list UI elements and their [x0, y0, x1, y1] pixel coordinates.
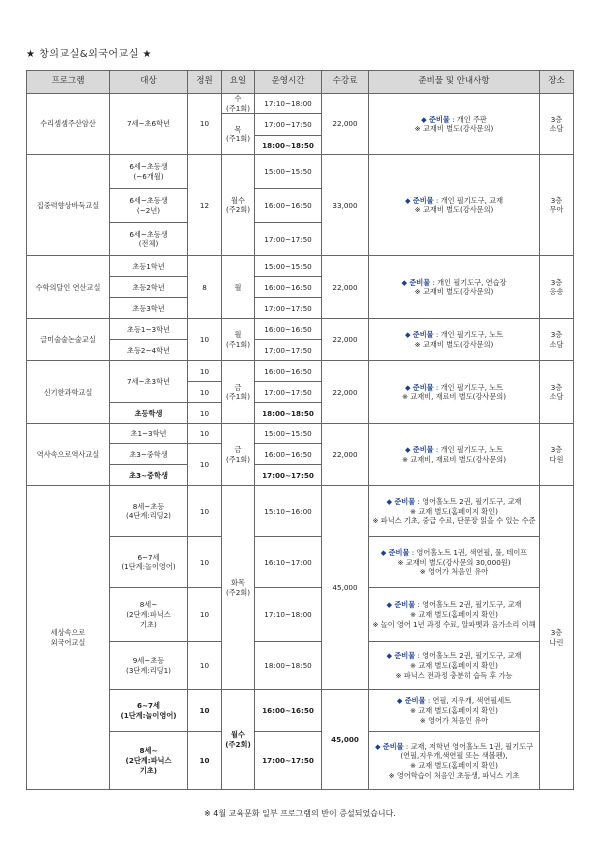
day: 월 [222, 256, 255, 319]
target: 초3~중학생 [110, 465, 188, 486]
capacity: 12 [188, 155, 222, 256]
day: 금 (주1회) [222, 424, 255, 486]
diamond-icon: ◆ [396, 696, 405, 706]
capacity: 10 [188, 588, 222, 642]
time: 16:00~16:50 [255, 361, 322, 382]
time: 15:10~16:00 [255, 486, 322, 537]
target: 초등1~3학년 [110, 319, 188, 340]
prep-info: ◆ 준비물 : 영어홀노트 2권, 필기도구, 교재 ※ 교재 별도(홈페이지 확인) ※ 놀이 영어 1년 과정 수료, 알파벳과 음가소리 이해 [369, 588, 540, 642]
fee: 45,000 [322, 690, 369, 790]
time: 17:10~18:00 [255, 588, 322, 642]
diamond-icon: ◆ [374, 741, 383, 751]
prep-info: ◆ 준비물 : 영어홀노트 2권, 필기도구, 교재 ※ 교재 별도(홈페이지 확인) ※ 파닉스 전과정 충분히 습득 후 가능 [369, 642, 540, 690]
table-row [27, 486, 574, 537]
time: 16:00~16:50 [255, 444, 322, 465]
target: 6세~초등생 (~6개월) [110, 155, 188, 189]
time: 17:00~17:50 [255, 465, 322, 486]
time: 18:00~18:50 [255, 642, 322, 690]
prep-info: ◆ 준비물 : 영어홀노트 1권, 색연필, 풀, 테이프 ※ 교재비 별도(강사문의 30,000원) ※ 영어가 처음인 유아 [369, 537, 540, 588]
target: 초3~중학생 [110, 444, 188, 465]
fee: 33,000 [322, 155, 369, 256]
day: 월 (주1회) [222, 319, 255, 361]
header-place: 장소 [540, 71, 574, 94]
target: 초등3학년 [110, 298, 188, 319]
header-prep: 준비물 및 안내사항 [369, 71, 540, 94]
diamond-icon: ◆ [421, 114, 429, 124]
time: 16:00~16:50 [255, 319, 322, 340]
prep-info: ◆ 준비물 : 교재, 저학년 영어홀노트 1권, 필기도구(연필,지우개,색연필 또는 색볼펜), ※ 교재 별도(홈페이지 확인) ※ 영어학습이 처음인 초등생, 파닉스 기초 [369, 732, 540, 790]
place: 3층 나린 [540, 486, 574, 790]
diamond-icon: ◆ [386, 651, 395, 661]
target: 초등1학년 [110, 256, 188, 277]
fee: 22,000 [322, 94, 369, 155]
target: 7세~초3학년 [110, 361, 188, 403]
time: 17:00~17:50 [255, 732, 322, 790]
capacity: 10 [188, 642, 222, 690]
target: 6~7세 (1단계:놀이영어) [110, 690, 188, 732]
header-capacity: 정원 [188, 71, 222, 94]
target: 초1~3학년 [110, 424, 188, 444]
table-row [27, 690, 574, 732]
day: 화목 (주2회) [222, 486, 255, 690]
fee: 22,000 [322, 319, 369, 361]
capacity: 10 [188, 732, 222, 790]
target: 6세~초등생 (~2년) [110, 189, 188, 223]
table-row [27, 94, 574, 114]
time: 15:00~15:50 [255, 256, 322, 277]
page-title: ★ 창의교실&외국어교실 ★ [26, 49, 153, 60]
table-row [27, 537, 574, 588]
diamond-icon: ◆ [404, 195, 413, 205]
program-name: 세상속으로 외국어교실 [27, 486, 110, 790]
footer-note: ※ 4월 교육문화 일부 프로그램의 반이 증설되었습니다. [204, 809, 396, 818]
schedule-table [26, 70, 574, 790]
diamond-icon: ◆ [380, 547, 389, 557]
program-name: 집중력향상바둑교실 [27, 155, 110, 256]
header-fee: 수강료 [322, 71, 369, 94]
program-name: 글미술술논술교실 [27, 319, 110, 361]
capacity: 10 [188, 424, 222, 444]
table-row [27, 319, 574, 340]
target: 8세~ (2단계:파닉스 기초) [110, 732, 188, 790]
time: 17:00~17:50 [255, 223, 322, 256]
prep-info: ◆ 준비물 : 영어홀노트 2권, 필기도구, 교재 ※ 교재 별도(홈페이지 확인) ※ 파닉스 기초, 중급 수료, 단문장 읽을 수 있는 수준 [369, 486, 540, 537]
target: 7세~초6학년 [110, 94, 188, 155]
capacity: 10 [188, 94, 222, 155]
prep-info: ◆ 준비물 : 개인 필기도구, 노트 ※ 교재비 별도(강사문의) [369, 319, 540, 361]
diamond-icon: ◆ [404, 330, 413, 340]
prep-info: ◆ 준비물 : 연필, 지우개, 색연필세트 ※ 교재 별도(홈페이지 확인) ※ 영어가 처음인 유아 [369, 690, 540, 732]
time: 16:00~16:50 [255, 277, 322, 298]
diamond-icon: ◆ [386, 496, 395, 506]
time: 17:00~17:50 [255, 114, 322, 136]
capacity: 10 [188, 319, 222, 361]
table-row [27, 642, 574, 690]
header-target: 대상 [110, 71, 188, 94]
time: 17:00~17:50 [255, 340, 322, 361]
day: 월수 (주2회) [222, 155, 255, 256]
diamond-icon: ◆ [404, 445, 413, 455]
time: 16:10~17:00 [255, 537, 322, 588]
capacity: 10 [188, 537, 222, 588]
target: 초등2학년 [110, 277, 188, 298]
fee: 22,000 [322, 424, 369, 486]
table-row [27, 424, 574, 444]
capacity: 8 [188, 256, 222, 319]
time: 15:00~15:50 [255, 424, 322, 444]
capacity: 10 [188, 690, 222, 732]
table-row [27, 155, 574, 189]
program-name: 수리셈셈주산암산 [27, 94, 110, 155]
capacity: 10 [188, 403, 222, 424]
place: 3층 소담 [540, 319, 574, 361]
fee: 22,000 [322, 361, 369, 424]
target: 6세~초등생 (전체) [110, 223, 188, 256]
place: 3층 소담 [540, 94, 574, 155]
prep-info: ◆ 준비물 : 개인 필기도구, 연습장 ※ 교재비 별도(강사문의) [369, 256, 540, 319]
day: 월수 (주2회) [222, 690, 255, 790]
day: 목 (주1회) [222, 114, 255, 155]
target: 9세~초등 (3단계:리딩1) [110, 642, 188, 690]
target: 8세~초등 (4단계:리딩2) [110, 486, 188, 537]
target: 초등학생 [110, 403, 188, 424]
target: 8세~ (2단계:파닉스 기초) [110, 588, 188, 642]
header-day: 요일 [222, 71, 255, 94]
place: 3층 무아 [540, 155, 574, 256]
capacity: 10 [188, 382, 222, 403]
place: 3층 다원 [540, 424, 574, 486]
table-row [27, 588, 574, 642]
place: 3층 소담 [540, 361, 574, 424]
capacity: 10 [188, 444, 222, 486]
prep-info: ◆ 준비물 : 개인 필기도구, 노트 ※ 교재비, 재료비 별도(강사문의) [369, 361, 540, 424]
table-row [27, 361, 574, 382]
target: 초등2~4학년 [110, 340, 188, 361]
diamond-icon: ◆ [404, 382, 413, 392]
header-time: 운영시간 [255, 71, 322, 94]
diamond-icon: ◆ [386, 600, 395, 610]
time: 17:00~17:50 [255, 382, 322, 403]
capacity: 10 [188, 486, 222, 537]
time: 16:00~16:50 [255, 690, 322, 732]
program-name: 수학의달인 연산교실 [27, 256, 110, 319]
place: 3층 응숑 [540, 256, 574, 319]
prep-info: ◆ 준비물 : 개인 주판 ※ 교재비 별도(강사문의) [369, 94, 540, 155]
fee: 45,000 [322, 486, 369, 690]
header-program: 프로그램 [27, 71, 110, 94]
capacity: 10 [188, 361, 222, 382]
target: 6~7세 (1단계:놀이영어) [110, 537, 188, 588]
fee: 22,000 [322, 256, 369, 319]
day: 수 (주1회) [222, 94, 255, 114]
table-row [27, 256, 574, 277]
table-header-row [27, 71, 574, 94]
prep-info: ◆ 준비물 : 개인 필기도구, 노트 ※ 교재비, 재료비 별도(강사문의) [369, 424, 540, 486]
time: 18:00~18:50 [255, 403, 322, 424]
program-name: 역사속으로역사교실 [27, 424, 110, 486]
diamond-icon: ◆ [401, 277, 410, 287]
time: 18:00~18:50 [255, 136, 322, 155]
time: 16:00~16:50 [255, 189, 322, 223]
program-name: 신기한과학교실 [27, 361, 110, 424]
day: 금 (주1회) [222, 361, 255, 424]
prep-info: ◆ 준비물 : 개인 필기도구, 교재 ※ 교재비 별도(강사문의) [369, 155, 540, 256]
table-row [27, 732, 574, 790]
time: 17:10~18:00 [255, 94, 322, 114]
time: 17:00~17:50 [255, 298, 322, 319]
time: 15:00~15:50 [255, 155, 322, 189]
